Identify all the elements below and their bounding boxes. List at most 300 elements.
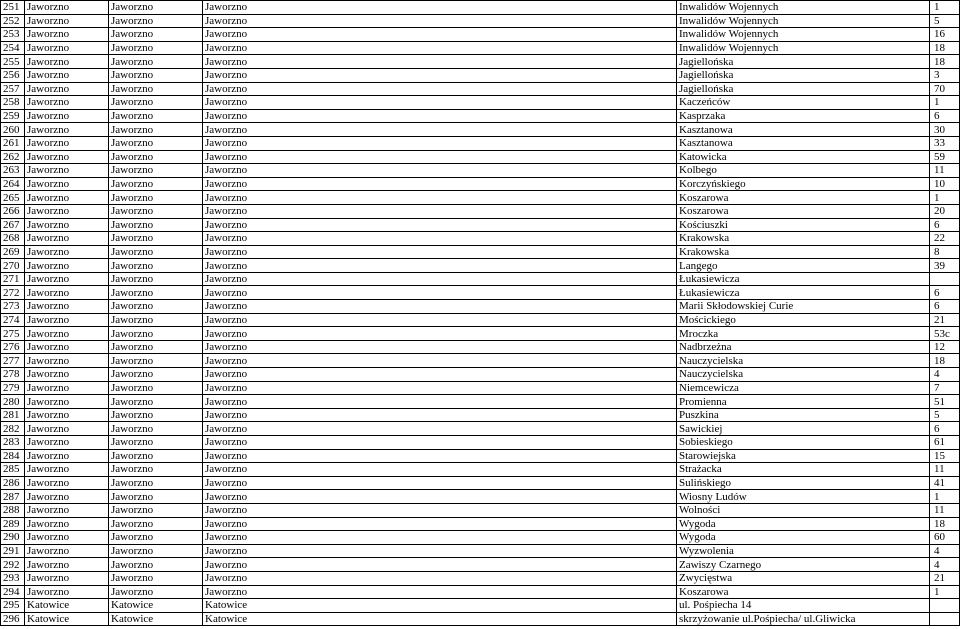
- row-number-cell: 286: [1, 476, 25, 490]
- city-cell: Jaworzno: [109, 531, 203, 545]
- street-cell: Langego: [677, 259, 930, 273]
- locality-cell: Jaworzno: [203, 476, 677, 490]
- house-number-cell: 12: [930, 340, 960, 354]
- locality-cell: Jaworzno: [203, 245, 677, 259]
- row-number-cell: 267: [1, 218, 25, 232]
- locality-cell: Jaworzno: [203, 531, 677, 545]
- locality-cell: Jaworzno: [203, 558, 677, 572]
- street-cell: Niemcewicza: [677, 381, 930, 395]
- house-number-cell: 8: [930, 245, 960, 259]
- house-number-cell: 11: [930, 503, 960, 517]
- house-number-cell: 7: [930, 381, 960, 395]
- city-cell: Jaworzno: [109, 558, 203, 572]
- municipality-cell: Jaworzno: [25, 585, 109, 599]
- row-number-cell: 271: [1, 272, 25, 286]
- city-cell: Jaworzno: [109, 150, 203, 164]
- house-number-cell: 33: [930, 136, 960, 150]
- house-number-cell: 1: [930, 191, 960, 205]
- locality-cell: Jaworzno: [203, 286, 677, 300]
- table-row: [1, 41, 960, 55]
- row-number-cell: 281: [1, 408, 25, 422]
- locality-cell: Jaworzno: [203, 517, 677, 531]
- table-row: [1, 395, 960, 409]
- house-number-cell: 11: [930, 164, 960, 178]
- street-cell: Kasztanowa: [677, 123, 930, 137]
- locality-cell: Jaworzno: [203, 368, 677, 382]
- locality-cell: Jaworzno: [203, 68, 677, 82]
- table-row: [1, 599, 960, 613]
- house-number-cell: 6: [930, 109, 960, 123]
- city-cell: Jaworzno: [109, 449, 203, 463]
- house-number-cell: [930, 599, 960, 613]
- house-number-cell: 10: [930, 177, 960, 191]
- house-number-cell: 1: [930, 1, 960, 15]
- city-cell: Jaworzno: [109, 259, 203, 273]
- municipality-cell: Jaworzno: [25, 232, 109, 246]
- locality-cell: Jaworzno: [203, 232, 677, 246]
- house-number-cell: 16: [930, 28, 960, 42]
- street-cell: Koszarowa: [677, 191, 930, 205]
- locality-cell: Jaworzno: [203, 41, 677, 55]
- row-number-cell: 291: [1, 544, 25, 558]
- city-cell: Jaworzno: [109, 571, 203, 585]
- table-row: [1, 14, 960, 28]
- locality-cell: Jaworzno: [203, 313, 677, 327]
- house-number-cell: 30: [930, 123, 960, 137]
- street-cell: Wyzwolenia: [677, 544, 930, 558]
- locality-cell: Jaworzno: [203, 164, 677, 178]
- table-row: [1, 585, 960, 599]
- street-cell: Kasztanowa: [677, 136, 930, 150]
- street-cell: Kościuszki: [677, 218, 930, 232]
- municipality-cell: Katowice: [25, 599, 109, 613]
- row-number-cell: 254: [1, 41, 25, 55]
- row-number-cell: 285: [1, 463, 25, 477]
- house-number-cell: 18: [930, 41, 960, 55]
- city-cell: Jaworzno: [109, 286, 203, 300]
- city-cell: Jaworzno: [109, 517, 203, 531]
- city-cell: Katowice: [109, 599, 203, 613]
- house-number-cell: 20: [930, 204, 960, 218]
- municipality-cell: Jaworzno: [25, 123, 109, 137]
- locality-cell: Jaworzno: [203, 136, 677, 150]
- city-cell: Katowice: [109, 612, 203, 626]
- municipality-cell: Jaworzno: [25, 395, 109, 409]
- house-number-cell: 70: [930, 82, 960, 96]
- municipality-cell: Jaworzno: [25, 1, 109, 15]
- house-number-cell: 22: [930, 232, 960, 246]
- house-number-cell: 1: [930, 585, 960, 599]
- address-table-body: [1, 1, 960, 626]
- municipality-cell: Jaworzno: [25, 327, 109, 341]
- locality-cell: Jaworzno: [203, 191, 677, 205]
- house-number-cell: [930, 272, 960, 286]
- table-row: [1, 503, 960, 517]
- house-number-cell: 11: [930, 463, 960, 477]
- municipality-cell: Jaworzno: [25, 558, 109, 572]
- row-number-cell: 266: [1, 204, 25, 218]
- house-number-cell: 1: [930, 96, 960, 110]
- table-row: [1, 449, 960, 463]
- municipality-cell: Jaworzno: [25, 109, 109, 123]
- street-cell: Łukasiewicza: [677, 286, 930, 300]
- street-cell: Nadbrzeżna: [677, 340, 930, 354]
- row-number-cell: 272: [1, 286, 25, 300]
- table-row: [1, 286, 960, 300]
- row-number-cell: 283: [1, 436, 25, 450]
- municipality-cell: Jaworzno: [25, 14, 109, 28]
- locality-cell: Jaworzno: [203, 327, 677, 341]
- street-cell: Korczyńskiego: [677, 177, 930, 191]
- street-cell: Starowiejska: [677, 449, 930, 463]
- row-number-cell: 287: [1, 490, 25, 504]
- street-cell: Mościckiego: [677, 313, 930, 327]
- house-number-cell: 5: [930, 14, 960, 28]
- row-number-cell: 293: [1, 571, 25, 585]
- city-cell: Jaworzno: [109, 14, 203, 28]
- locality-cell: Katowice: [203, 599, 677, 613]
- city-cell: Jaworzno: [109, 300, 203, 314]
- house-number-cell: 59: [930, 150, 960, 164]
- street-cell: Sulińskiego: [677, 476, 930, 490]
- row-number-cell: 260: [1, 123, 25, 137]
- city-cell: Jaworzno: [109, 476, 203, 490]
- city-cell: Jaworzno: [109, 96, 203, 110]
- street-cell: Inwalidów Wojennych: [677, 28, 930, 42]
- locality-cell: Jaworzno: [203, 55, 677, 69]
- city-cell: Jaworzno: [109, 245, 203, 259]
- locality-cell: Jaworzno: [203, 490, 677, 504]
- house-number-cell: 6: [930, 300, 960, 314]
- locality-cell: Jaworzno: [203, 422, 677, 436]
- street-cell: Jagiellońska: [677, 68, 930, 82]
- street-cell: Puszkina: [677, 408, 930, 422]
- row-number-cell: 259: [1, 109, 25, 123]
- city-cell: Jaworzno: [109, 585, 203, 599]
- city-cell: Jaworzno: [109, 136, 203, 150]
- table-row: [1, 571, 960, 585]
- table-row: [1, 381, 960, 395]
- house-number-cell: 6: [930, 218, 960, 232]
- municipality-cell: Jaworzno: [25, 218, 109, 232]
- table-row: [1, 544, 960, 558]
- table-row: [1, 463, 960, 477]
- locality-cell: Jaworzno: [203, 340, 677, 354]
- municipality-cell: Jaworzno: [25, 300, 109, 314]
- locality-cell: Jaworzno: [203, 14, 677, 28]
- table-row: [1, 245, 960, 259]
- city-cell: Jaworzno: [109, 164, 203, 178]
- municipality-cell: Jaworzno: [25, 55, 109, 69]
- municipality-cell: Jaworzno: [25, 503, 109, 517]
- house-number-cell: 1: [930, 490, 960, 504]
- house-number-cell: 3: [930, 68, 960, 82]
- street-cell: Wolności: [677, 503, 930, 517]
- municipality-cell: Jaworzno: [25, 449, 109, 463]
- municipality-cell: Jaworzno: [25, 286, 109, 300]
- city-cell: Jaworzno: [109, 41, 203, 55]
- municipality-cell: Jaworzno: [25, 463, 109, 477]
- municipality-cell: Jaworzno: [25, 96, 109, 110]
- city-cell: Jaworzno: [109, 28, 203, 42]
- locality-cell: Jaworzno: [203, 571, 677, 585]
- street-cell: Promienna: [677, 395, 930, 409]
- house-number-cell: 61: [930, 436, 960, 450]
- table-row: [1, 408, 960, 422]
- table-row: [1, 422, 960, 436]
- street-cell: Strażacka: [677, 463, 930, 477]
- house-number-cell: 5: [930, 408, 960, 422]
- municipality-cell: Katowice: [25, 612, 109, 626]
- street-cell: Wygoda: [677, 531, 930, 545]
- municipality-cell: Jaworzno: [25, 272, 109, 286]
- city-cell: Jaworzno: [109, 177, 203, 191]
- municipality-cell: Jaworzno: [25, 150, 109, 164]
- street-cell: Jagiellońska: [677, 55, 930, 69]
- locality-cell: Jaworzno: [203, 150, 677, 164]
- municipality-cell: Jaworzno: [25, 354, 109, 368]
- table-row: [1, 517, 960, 531]
- locality-cell: Katowice: [203, 612, 677, 626]
- municipality-cell: Jaworzno: [25, 204, 109, 218]
- table-row: [1, 109, 960, 123]
- city-cell: Jaworzno: [109, 55, 203, 69]
- municipality-cell: Jaworzno: [25, 68, 109, 82]
- street-cell: ul. Pośpiecha 14: [677, 599, 930, 613]
- municipality-cell: Jaworzno: [25, 544, 109, 558]
- municipality-cell: Jaworzno: [25, 313, 109, 327]
- street-cell: Sobieskiego: [677, 436, 930, 450]
- locality-cell: Jaworzno: [203, 381, 677, 395]
- row-number-cell: 278: [1, 368, 25, 382]
- street-cell: Katowicka: [677, 150, 930, 164]
- city-cell: Jaworzno: [109, 123, 203, 137]
- table-row: [1, 558, 960, 572]
- table-row: [1, 300, 960, 314]
- row-number-cell: 261: [1, 136, 25, 150]
- house-number-cell: 4: [930, 368, 960, 382]
- house-number-cell: 18: [930, 517, 960, 531]
- table-row: [1, 218, 960, 232]
- locality-cell: Jaworzno: [203, 354, 677, 368]
- locality-cell: Jaworzno: [203, 28, 677, 42]
- city-cell: Jaworzno: [109, 1, 203, 15]
- locality-cell: Jaworzno: [203, 177, 677, 191]
- row-number-cell: 280: [1, 395, 25, 409]
- locality-cell: Jaworzno: [203, 436, 677, 450]
- table-row: [1, 259, 960, 273]
- city-cell: Jaworzno: [109, 82, 203, 96]
- street-cell: Inwalidów Wojennych: [677, 41, 930, 55]
- house-number-cell: 39: [930, 259, 960, 273]
- street-cell: Marii Skłodowskiej Curie: [677, 300, 930, 314]
- row-number-cell: 295: [1, 599, 25, 613]
- street-cell: Krakowska: [677, 245, 930, 259]
- locality-cell: Jaworzno: [203, 503, 677, 517]
- table-row: [1, 354, 960, 368]
- row-number-cell: 277: [1, 354, 25, 368]
- table-row: [1, 327, 960, 341]
- city-cell: Jaworzno: [109, 204, 203, 218]
- row-number-cell: 284: [1, 449, 25, 463]
- row-number-cell: 290: [1, 531, 25, 545]
- row-number-cell: 262: [1, 150, 25, 164]
- house-number-cell: 6: [930, 286, 960, 300]
- row-number-cell: 296: [1, 612, 25, 626]
- municipality-cell: Jaworzno: [25, 436, 109, 450]
- row-number-cell: 294: [1, 585, 25, 599]
- street-cell: Łukasiewicza: [677, 272, 930, 286]
- city-cell: Jaworzno: [109, 340, 203, 354]
- table-row: [1, 28, 960, 42]
- house-number-cell: 21: [930, 313, 960, 327]
- house-number-cell: 4: [930, 544, 960, 558]
- street-cell: Inwalidów Wojennych: [677, 14, 930, 28]
- street-cell: Zawiszy Czarnego: [677, 558, 930, 572]
- street-cell: Nauczycielska: [677, 354, 930, 368]
- row-number-cell: 282: [1, 422, 25, 436]
- city-cell: Jaworzno: [109, 422, 203, 436]
- table-row: [1, 177, 960, 191]
- street-cell: skrzyżowanie ul.Pośpiecha/ ul.Gliwicka: [677, 612, 930, 626]
- street-cell: Kaczeńców: [677, 96, 930, 110]
- table-row: [1, 368, 960, 382]
- municipality-cell: Jaworzno: [25, 136, 109, 150]
- municipality-cell: Jaworzno: [25, 28, 109, 42]
- city-cell: Jaworzno: [109, 463, 203, 477]
- row-number-cell: 253: [1, 28, 25, 42]
- locality-cell: Jaworzno: [203, 272, 677, 286]
- city-cell: Jaworzno: [109, 354, 203, 368]
- city-cell: Jaworzno: [109, 191, 203, 205]
- locality-cell: Jaworzno: [203, 218, 677, 232]
- locality-cell: Jaworzno: [203, 395, 677, 409]
- table-row: [1, 204, 960, 218]
- row-number-cell: 279: [1, 381, 25, 395]
- locality-cell: Jaworzno: [203, 82, 677, 96]
- city-cell: Jaworzno: [109, 381, 203, 395]
- municipality-cell: Jaworzno: [25, 490, 109, 504]
- house-number-cell: 4: [930, 558, 960, 572]
- table-row: [1, 1, 960, 15]
- municipality-cell: Jaworzno: [25, 422, 109, 436]
- locality-cell: Jaworzno: [203, 204, 677, 218]
- house-number-cell: 21: [930, 571, 960, 585]
- street-cell: Inwalidów Wojennych: [677, 1, 930, 15]
- municipality-cell: Jaworzno: [25, 571, 109, 585]
- locality-cell: Jaworzno: [203, 1, 677, 15]
- table-row: [1, 136, 960, 150]
- locality-cell: Jaworzno: [203, 463, 677, 477]
- table-row: [1, 313, 960, 327]
- table-row: [1, 82, 960, 96]
- locality-cell: Jaworzno: [203, 300, 677, 314]
- city-cell: Jaworzno: [109, 408, 203, 422]
- street-cell: Koszarowa: [677, 585, 930, 599]
- table-row: [1, 340, 960, 354]
- house-number-cell: 18: [930, 55, 960, 69]
- table-row: [1, 164, 960, 178]
- municipality-cell: Jaworzno: [25, 476, 109, 490]
- locality-cell: Jaworzno: [203, 449, 677, 463]
- table-row: [1, 96, 960, 110]
- municipality-cell: Jaworzno: [25, 245, 109, 259]
- table-row: [1, 436, 960, 450]
- locality-cell: Jaworzno: [203, 96, 677, 110]
- street-cell: Wygoda: [677, 517, 930, 531]
- table-row: [1, 150, 960, 164]
- table-row: [1, 123, 960, 137]
- house-number-cell: 53c: [930, 327, 960, 341]
- locality-cell: Jaworzno: [203, 109, 677, 123]
- street-cell: Jagiellońska: [677, 82, 930, 96]
- municipality-cell: Jaworzno: [25, 381, 109, 395]
- municipality-cell: Jaworzno: [25, 408, 109, 422]
- locality-cell: Jaworzno: [203, 408, 677, 422]
- row-number-cell: 288: [1, 503, 25, 517]
- row-number-cell: 273: [1, 300, 25, 314]
- street-cell: Sawickiej: [677, 422, 930, 436]
- city-cell: Jaworzno: [109, 368, 203, 382]
- table-row: [1, 531, 960, 545]
- street-cell: Nauczycielska: [677, 368, 930, 382]
- street-cell: Kolbego: [677, 164, 930, 178]
- row-number-cell: 263: [1, 164, 25, 178]
- city-cell: Jaworzno: [109, 436, 203, 450]
- city-cell: Jaworzno: [109, 327, 203, 341]
- locality-cell: Jaworzno: [203, 259, 677, 273]
- table-row: [1, 476, 960, 490]
- row-number-cell: 276: [1, 340, 25, 354]
- municipality-cell: Jaworzno: [25, 368, 109, 382]
- table-row: [1, 612, 960, 626]
- city-cell: Jaworzno: [109, 109, 203, 123]
- municipality-cell: Jaworzno: [25, 517, 109, 531]
- row-number-cell: 292: [1, 558, 25, 572]
- house-number-cell: 60: [930, 531, 960, 545]
- city-cell: Jaworzno: [109, 490, 203, 504]
- row-number-cell: 289: [1, 517, 25, 531]
- city-cell: Jaworzno: [109, 218, 203, 232]
- house-number-cell: 51: [930, 395, 960, 409]
- house-number-cell: [930, 612, 960, 626]
- street-cell: Zwycięstwa: [677, 571, 930, 585]
- municipality-cell: Jaworzno: [25, 340, 109, 354]
- municipality-cell: Jaworzno: [25, 164, 109, 178]
- row-number-cell: 258: [1, 96, 25, 110]
- row-number-cell: 275: [1, 327, 25, 341]
- municipality-cell: Jaworzno: [25, 41, 109, 55]
- street-cell: Mroczka: [677, 327, 930, 341]
- municipality-cell: Jaworzno: [25, 259, 109, 273]
- city-cell: Jaworzno: [109, 313, 203, 327]
- row-number-cell: 270: [1, 259, 25, 273]
- locality-cell: Jaworzno: [203, 123, 677, 137]
- house-number-cell: 15: [930, 449, 960, 463]
- city-cell: Jaworzno: [109, 68, 203, 82]
- municipality-cell: Jaworzno: [25, 177, 109, 191]
- street-cell: Kasprzaka: [677, 109, 930, 123]
- municipality-cell: Jaworzno: [25, 531, 109, 545]
- locality-cell: Jaworzno: [203, 585, 677, 599]
- house-number-cell: 41: [930, 476, 960, 490]
- street-cell: Wiosny Ludów: [677, 490, 930, 504]
- row-number-cell: 264: [1, 177, 25, 191]
- table-row: [1, 490, 960, 504]
- row-number-cell: 251: [1, 1, 25, 15]
- table-row: [1, 55, 960, 69]
- street-cell: Koszarowa: [677, 204, 930, 218]
